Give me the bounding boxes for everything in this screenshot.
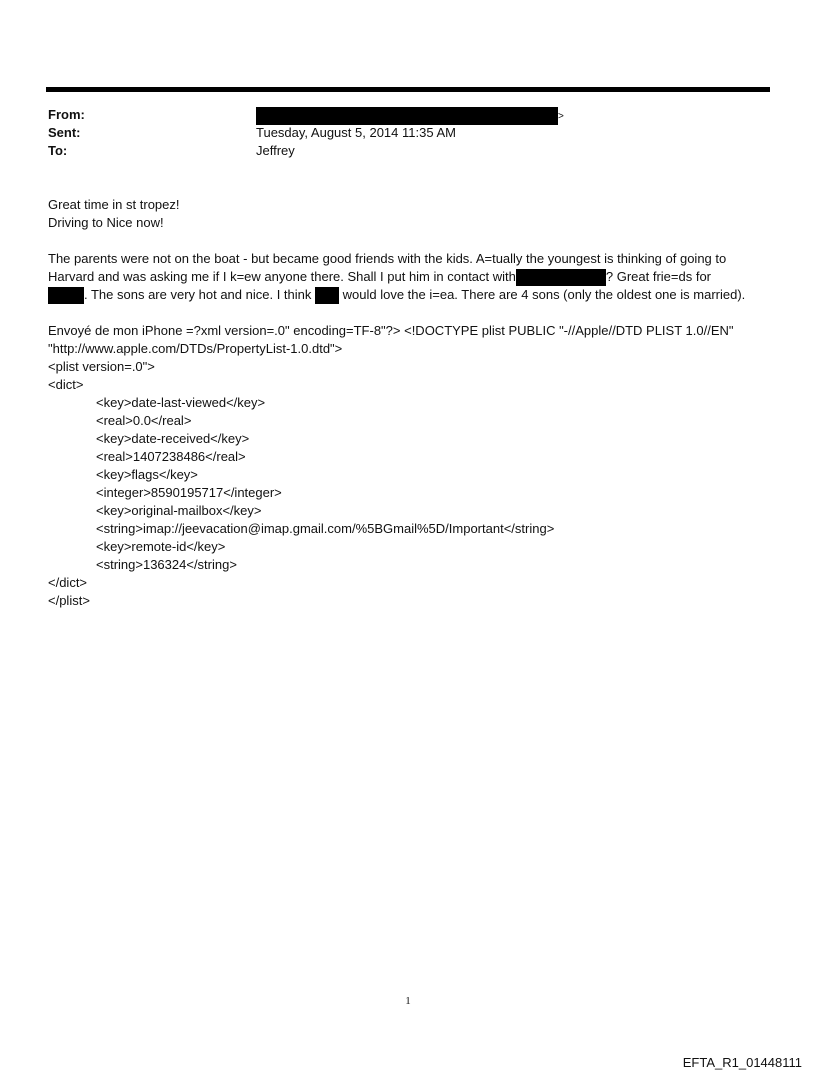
plist-line: <real>1407238486</real> [96,449,246,464]
plist-line: <integer>8590195717</integer> [96,485,282,500]
header-rule [46,87,770,92]
message-line: The parents were not on the boat - but became good friends with the kids. A=tually the youngest is thinking of going to [48,251,727,266]
plist-line: <key>original-mailbox</key> [96,503,262,518]
plist-line: <key>remote-id</key> [96,539,226,554]
plist-line: </dict> [48,575,88,590]
redaction-block [516,269,606,286]
plist-line: <string>136324</string> [96,557,237,572]
plist-line: </plist> [48,593,90,608]
to-label: To: [48,143,68,158]
message-body [48,196,770,610]
plist-line: <key>flags</key> [96,467,198,482]
page-number: 1 [405,995,411,1007]
plist-line: <dict> [48,377,84,392]
plist-line: <string>imap://jeevacation@imap.gmail.com/%5BGmail%5D/Important</string> [96,521,555,536]
redaction-block [315,287,339,304]
plist-line: <key>date-last-viewed</key> [96,395,266,410]
plist-line: <key>date-received</key> [96,431,250,446]
redaction-block [48,287,84,304]
plist-line: <plist version=.0"> [48,359,155,374]
from-suffix: > [558,111,564,122]
plist-line: "http://www.apple.com/DTDs/PropertyList-1.0.dtd"> [48,341,343,356]
sent-value: Tuesday, August 5, 2014 11:35 AM [256,125,456,140]
from-label: From: [48,107,85,122]
plist-block [48,322,770,610]
message-line: Harvard and was asking me if I k=ew anyone there. Shall I put him in contact with ? Great frie=ds for [48,268,770,286]
plist-line: <real>0.0</real> [96,413,192,428]
to-value: Jeffrey [256,143,295,158]
redaction-block [256,107,558,125]
plist-line: Envoyé de mon iPhone =?xml version=.0" encoding=TF-8"?> <!DOCTYPE plist PUBLIC "-//Apple//DTD PLIST 1.0//EN" [48,323,734,338]
sent-label: Sent: [48,125,81,140]
from-value [256,106,564,126]
bates-number: EFTA_R1_01448111 [682,1055,802,1070]
message-line: Driving to Nice now! [48,215,164,230]
message-line: Great time in st tropez! [48,197,180,212]
message-line: . The sons are very hot and nice. I think would love the i=ea. There are 4 sons (only the oldest one is married). [48,286,770,304]
